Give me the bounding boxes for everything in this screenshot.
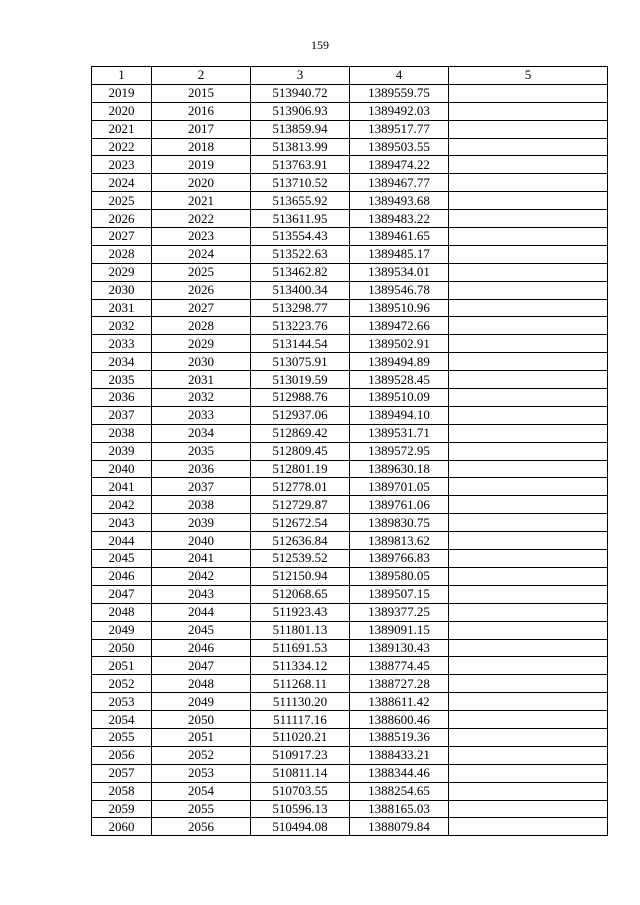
table-cell: 513906.93 bbox=[251, 102, 350, 120]
table-cell: 1389546.78 bbox=[350, 281, 449, 299]
table-cell: 1389483.22 bbox=[350, 210, 449, 228]
table-cell: 512636.84 bbox=[251, 532, 350, 550]
table-cell: 2025 bbox=[92, 192, 152, 210]
table-cell: 1389091.15 bbox=[350, 621, 449, 639]
table-cell: 2042 bbox=[152, 567, 251, 585]
table-row bbox=[92, 657, 608, 675]
table-cell: 511130.20 bbox=[251, 693, 350, 711]
table-row bbox=[92, 675, 608, 693]
table-cell: 2037 bbox=[152, 478, 251, 496]
table-cell: 513655.92 bbox=[251, 192, 350, 210]
table-row bbox=[92, 389, 608, 407]
table-row bbox=[92, 460, 608, 478]
table-cell: 512539.52 bbox=[251, 550, 350, 568]
table-cell: 1389534.01 bbox=[350, 263, 449, 281]
table-cell: 1388433.21 bbox=[350, 746, 449, 764]
table-cell: 1389830.75 bbox=[350, 514, 449, 532]
table-cell bbox=[449, 317, 608, 335]
table-cell: 1388727.28 bbox=[350, 675, 449, 693]
table-cell: 1388254.65 bbox=[350, 782, 449, 800]
table-cell: 2038 bbox=[152, 496, 251, 514]
table-cell bbox=[449, 621, 608, 639]
table-row bbox=[92, 371, 608, 389]
table-cell: 2040 bbox=[152, 532, 251, 550]
table-cell: 1389130.43 bbox=[350, 639, 449, 657]
table-cell bbox=[449, 675, 608, 693]
table-row bbox=[92, 514, 608, 532]
column-header: 3 bbox=[251, 67, 350, 85]
table-cell: 510703.55 bbox=[251, 782, 350, 800]
table-cell: 511801.13 bbox=[251, 621, 350, 639]
table-cell bbox=[449, 371, 608, 389]
table-cell: 2060 bbox=[92, 818, 152, 836]
table-cell: 512988.76 bbox=[251, 389, 350, 407]
table-cell: 513298.77 bbox=[251, 299, 350, 317]
table-cell: 2050 bbox=[92, 639, 152, 657]
table-cell: 2020 bbox=[92, 102, 152, 120]
table-row bbox=[92, 764, 608, 782]
table-cell: 512869.42 bbox=[251, 424, 350, 442]
table-cell: 1389517.77 bbox=[350, 120, 449, 138]
table-cell: 2026 bbox=[92, 210, 152, 228]
table-cell: 2030 bbox=[152, 353, 251, 371]
table-cell: 2032 bbox=[92, 317, 152, 335]
table-cell bbox=[449, 299, 608, 317]
table-cell: 1389630.18 bbox=[350, 460, 449, 478]
table-cell: 1389467.77 bbox=[350, 174, 449, 192]
table-cell: 2046 bbox=[92, 567, 152, 585]
table-cell: 2027 bbox=[92, 228, 152, 246]
table-cell: 2029 bbox=[92, 263, 152, 281]
table-cell: 1389559.75 bbox=[350, 84, 449, 102]
table-cell: 2042 bbox=[92, 496, 152, 514]
table-cell bbox=[449, 138, 608, 156]
table-cell: 513019.59 bbox=[251, 371, 350, 389]
table-cell bbox=[449, 496, 608, 514]
table-cell bbox=[449, 550, 608, 568]
table-cell: 510917.23 bbox=[251, 746, 350, 764]
column-header: 4 bbox=[350, 67, 449, 85]
table-cell: 2059 bbox=[92, 800, 152, 818]
table-cell: 510494.08 bbox=[251, 818, 350, 836]
table-cell: 2039 bbox=[152, 514, 251, 532]
table-cell bbox=[449, 442, 608, 460]
table-cell bbox=[449, 335, 608, 353]
table-cell: 2052 bbox=[152, 746, 251, 764]
table-cell: 2024 bbox=[92, 174, 152, 192]
table-row bbox=[92, 782, 608, 800]
table-row bbox=[92, 299, 608, 317]
table-cell bbox=[449, 728, 608, 746]
table-cell: 1389510.96 bbox=[350, 299, 449, 317]
table-cell: 2025 bbox=[152, 263, 251, 281]
table-cell bbox=[449, 478, 608, 496]
table-cell: 2038 bbox=[92, 424, 152, 442]
table-row bbox=[92, 478, 608, 496]
table-cell: 513075.91 bbox=[251, 353, 350, 371]
table-cell bbox=[449, 639, 608, 657]
coordinates-table bbox=[91, 66, 608, 836]
table-cell bbox=[449, 245, 608, 263]
table-cell: 2019 bbox=[92, 84, 152, 102]
table-cell: 510596.13 bbox=[251, 800, 350, 818]
table-cell: 1389528.45 bbox=[350, 371, 449, 389]
table-cell: 2037 bbox=[92, 406, 152, 424]
table-cell: 2032 bbox=[152, 389, 251, 407]
table-cell: 1389493.68 bbox=[350, 192, 449, 210]
table-row bbox=[92, 335, 608, 353]
table-cell: 2043 bbox=[92, 514, 152, 532]
table-row bbox=[92, 263, 608, 281]
table-cell: 513940.72 bbox=[251, 84, 350, 102]
table-cell: 2021 bbox=[152, 192, 251, 210]
table-cell: 2027 bbox=[152, 299, 251, 317]
table-cell bbox=[449, 800, 608, 818]
table-cell: 1389701.05 bbox=[350, 478, 449, 496]
table-cell: 512672.54 bbox=[251, 514, 350, 532]
table-cell bbox=[449, 603, 608, 621]
table-cell: 2039 bbox=[92, 442, 152, 460]
table-cell: 2053 bbox=[92, 693, 152, 711]
table-cell: 512809.45 bbox=[251, 442, 350, 460]
table-cell: 1388611.42 bbox=[350, 693, 449, 711]
table-cell: 1388519.36 bbox=[350, 728, 449, 746]
table-cell: 2041 bbox=[92, 478, 152, 496]
table-row bbox=[92, 174, 608, 192]
column-header: 5 bbox=[449, 67, 608, 85]
table-cell: 2040 bbox=[92, 460, 152, 478]
table-row bbox=[92, 711, 608, 729]
table-cell: 2056 bbox=[92, 746, 152, 764]
table-cell: 2030 bbox=[92, 281, 152, 299]
table-row bbox=[92, 406, 608, 424]
table-cell bbox=[449, 514, 608, 532]
table-cell: 513144.54 bbox=[251, 335, 350, 353]
table-cell: 2036 bbox=[92, 389, 152, 407]
table-cell: 2056 bbox=[152, 818, 251, 836]
table-cell: 2021 bbox=[92, 120, 152, 138]
table-cell: 1389580.05 bbox=[350, 567, 449, 585]
table-cell: 511117.16 bbox=[251, 711, 350, 729]
table-cell: 2054 bbox=[152, 782, 251, 800]
table-cell: 2052 bbox=[92, 675, 152, 693]
table-row bbox=[92, 245, 608, 263]
table-row bbox=[92, 818, 608, 836]
table-cell: 2041 bbox=[152, 550, 251, 568]
table-cell: 2055 bbox=[92, 728, 152, 746]
table-cell: 513710.52 bbox=[251, 174, 350, 192]
table-row bbox=[92, 84, 608, 102]
table-cell: 1389474.22 bbox=[350, 156, 449, 174]
table-cell bbox=[449, 228, 608, 246]
table-cell: 1388165.03 bbox=[350, 800, 449, 818]
table-row bbox=[92, 639, 608, 657]
table-row bbox=[92, 210, 608, 228]
table-cell: 2035 bbox=[152, 442, 251, 460]
table-cell: 1389502.91 bbox=[350, 335, 449, 353]
table-cell: 2051 bbox=[92, 657, 152, 675]
table-row bbox=[92, 102, 608, 120]
table-cell bbox=[449, 389, 608, 407]
table-cell bbox=[449, 210, 608, 228]
table-cell bbox=[449, 818, 608, 836]
table-cell: 2043 bbox=[152, 585, 251, 603]
table-cell bbox=[449, 657, 608, 675]
table-cell: 1389813.62 bbox=[350, 532, 449, 550]
table-cell bbox=[449, 764, 608, 782]
table-cell: 511334.12 bbox=[251, 657, 350, 675]
table-cell: 2047 bbox=[92, 585, 152, 603]
table-cell: 2026 bbox=[152, 281, 251, 299]
table-cell: 2050 bbox=[152, 711, 251, 729]
table-cell: 2057 bbox=[92, 764, 152, 782]
table-row bbox=[92, 603, 608, 621]
table-cell: 2024 bbox=[152, 245, 251, 263]
table-cell: 2017 bbox=[152, 120, 251, 138]
table-cell: 512150.94 bbox=[251, 567, 350, 585]
table-cell: 1389531.71 bbox=[350, 424, 449, 442]
table-cell bbox=[449, 711, 608, 729]
table-cell bbox=[449, 192, 608, 210]
table-cell: 1389472.66 bbox=[350, 317, 449, 335]
table-row bbox=[92, 746, 608, 764]
table-row bbox=[92, 192, 608, 210]
table-cell: 513400.34 bbox=[251, 281, 350, 299]
table-row bbox=[92, 424, 608, 442]
table-cell: 512068.65 bbox=[251, 585, 350, 603]
table-row bbox=[92, 120, 608, 138]
table-cell: 2044 bbox=[92, 532, 152, 550]
table-cell: 511923.43 bbox=[251, 603, 350, 621]
table-row bbox=[92, 496, 608, 514]
table-cell: 2045 bbox=[92, 550, 152, 568]
table-cell: 513554.43 bbox=[251, 228, 350, 246]
table-cell: 2023 bbox=[92, 156, 152, 174]
table-cell bbox=[449, 567, 608, 585]
table-cell: 2031 bbox=[152, 371, 251, 389]
table-row bbox=[92, 550, 608, 568]
table-row bbox=[92, 442, 608, 460]
table-cell bbox=[449, 585, 608, 603]
table-cell: 1389572.95 bbox=[350, 442, 449, 460]
table-cell bbox=[449, 460, 608, 478]
table-cell: 513462.82 bbox=[251, 263, 350, 281]
table-row bbox=[92, 621, 608, 639]
table-cell: 1389503.55 bbox=[350, 138, 449, 156]
table-cell: 512801.19 bbox=[251, 460, 350, 478]
table-cell: 2053 bbox=[152, 764, 251, 782]
table-cell: 2045 bbox=[152, 621, 251, 639]
table-cell: 2023 bbox=[152, 228, 251, 246]
table-row bbox=[92, 138, 608, 156]
table-cell bbox=[449, 746, 608, 764]
table-row bbox=[92, 281, 608, 299]
table-cell: 510811.14 bbox=[251, 764, 350, 782]
table-cell: 2034 bbox=[92, 353, 152, 371]
table-cell: 1389507.15 bbox=[350, 585, 449, 603]
table-cell: 2048 bbox=[92, 603, 152, 621]
table-cell: 1388079.84 bbox=[350, 818, 449, 836]
table-cell: 1388344.46 bbox=[350, 764, 449, 782]
table-cell: 2054 bbox=[92, 711, 152, 729]
table-cell: 2049 bbox=[92, 621, 152, 639]
table-cell: 2020 bbox=[152, 174, 251, 192]
table-cell: 2051 bbox=[152, 728, 251, 746]
table-cell: 1389485.17 bbox=[350, 245, 449, 263]
table-cell: 1389377.25 bbox=[350, 603, 449, 621]
table-cell: 512729.87 bbox=[251, 496, 350, 514]
table-cell bbox=[449, 84, 608, 102]
table-cell: 2019 bbox=[152, 156, 251, 174]
column-header: 1 bbox=[92, 67, 152, 85]
table-cell: 2031 bbox=[92, 299, 152, 317]
table-cell: 511020.21 bbox=[251, 728, 350, 746]
table-cell bbox=[449, 424, 608, 442]
table-row bbox=[92, 585, 608, 603]
table-cell: 1389494.10 bbox=[350, 406, 449, 424]
table-cell bbox=[449, 353, 608, 371]
table-cell: 1389461.65 bbox=[350, 228, 449, 246]
page-number: 159 bbox=[311, 38, 329, 52]
table-cell: 513813.99 bbox=[251, 138, 350, 156]
table-cell: 2046 bbox=[152, 639, 251, 657]
table-cell: 2049 bbox=[152, 693, 251, 711]
table-cell: 2044 bbox=[152, 603, 251, 621]
table-cell bbox=[449, 174, 608, 192]
table-row bbox=[92, 800, 608, 818]
table-cell: 512937.06 bbox=[251, 406, 350, 424]
table-cell bbox=[449, 156, 608, 174]
table-cell bbox=[449, 782, 608, 800]
table-cell: 2036 bbox=[152, 460, 251, 478]
table-cell: 1389766.83 bbox=[350, 550, 449, 568]
table-cell bbox=[449, 102, 608, 120]
table-cell: 2028 bbox=[92, 245, 152, 263]
table-cell: 511691.53 bbox=[251, 639, 350, 657]
table-cell: 513611.95 bbox=[251, 210, 350, 228]
table-cell: 513522.63 bbox=[251, 245, 350, 263]
table-cell bbox=[449, 281, 608, 299]
table-body bbox=[92, 84, 608, 835]
table-cell: 1389492.03 bbox=[350, 102, 449, 120]
column-header: 2 bbox=[152, 67, 251, 85]
table-cell: 2015 bbox=[152, 84, 251, 102]
table-cell: 2035 bbox=[92, 371, 152, 389]
table-cell: 2048 bbox=[152, 675, 251, 693]
table-row bbox=[92, 693, 608, 711]
table-row bbox=[92, 353, 608, 371]
table-row bbox=[92, 567, 608, 585]
table-cell: 2033 bbox=[152, 406, 251, 424]
table-row bbox=[92, 228, 608, 246]
table-cell: 1388600.46 bbox=[350, 711, 449, 729]
table-cell bbox=[449, 263, 608, 281]
table-cell: 2022 bbox=[152, 210, 251, 228]
table-cell bbox=[449, 406, 608, 424]
table-cell: 512778.01 bbox=[251, 478, 350, 496]
table-cell: 1389494.89 bbox=[350, 353, 449, 371]
table-cell: 513763.91 bbox=[251, 156, 350, 174]
table-cell: 2055 bbox=[152, 800, 251, 818]
table-row bbox=[92, 317, 608, 335]
table-cell: 2029 bbox=[152, 335, 251, 353]
table-cell: 511268.11 bbox=[251, 675, 350, 693]
table-cell bbox=[449, 693, 608, 711]
table-cell: 2022 bbox=[92, 138, 152, 156]
table-cell bbox=[449, 120, 608, 138]
table-cell: 1389510.09 bbox=[350, 389, 449, 407]
table-cell: 2028 bbox=[152, 317, 251, 335]
table-cell: 1388774.45 bbox=[350, 657, 449, 675]
table-header-row bbox=[92, 67, 608, 85]
table-row bbox=[92, 728, 608, 746]
table-cell: 2018 bbox=[152, 138, 251, 156]
table-cell: 1389761.06 bbox=[350, 496, 449, 514]
table-cell: 513859.94 bbox=[251, 120, 350, 138]
table-cell: 2033 bbox=[92, 335, 152, 353]
table-cell: 2034 bbox=[152, 424, 251, 442]
table-row bbox=[92, 156, 608, 174]
table-cell: 513223.76 bbox=[251, 317, 350, 335]
table-row bbox=[92, 532, 608, 550]
table-cell bbox=[449, 532, 608, 550]
table-cell: 2016 bbox=[152, 102, 251, 120]
table-cell: 2058 bbox=[92, 782, 152, 800]
table-cell: 2047 bbox=[152, 657, 251, 675]
